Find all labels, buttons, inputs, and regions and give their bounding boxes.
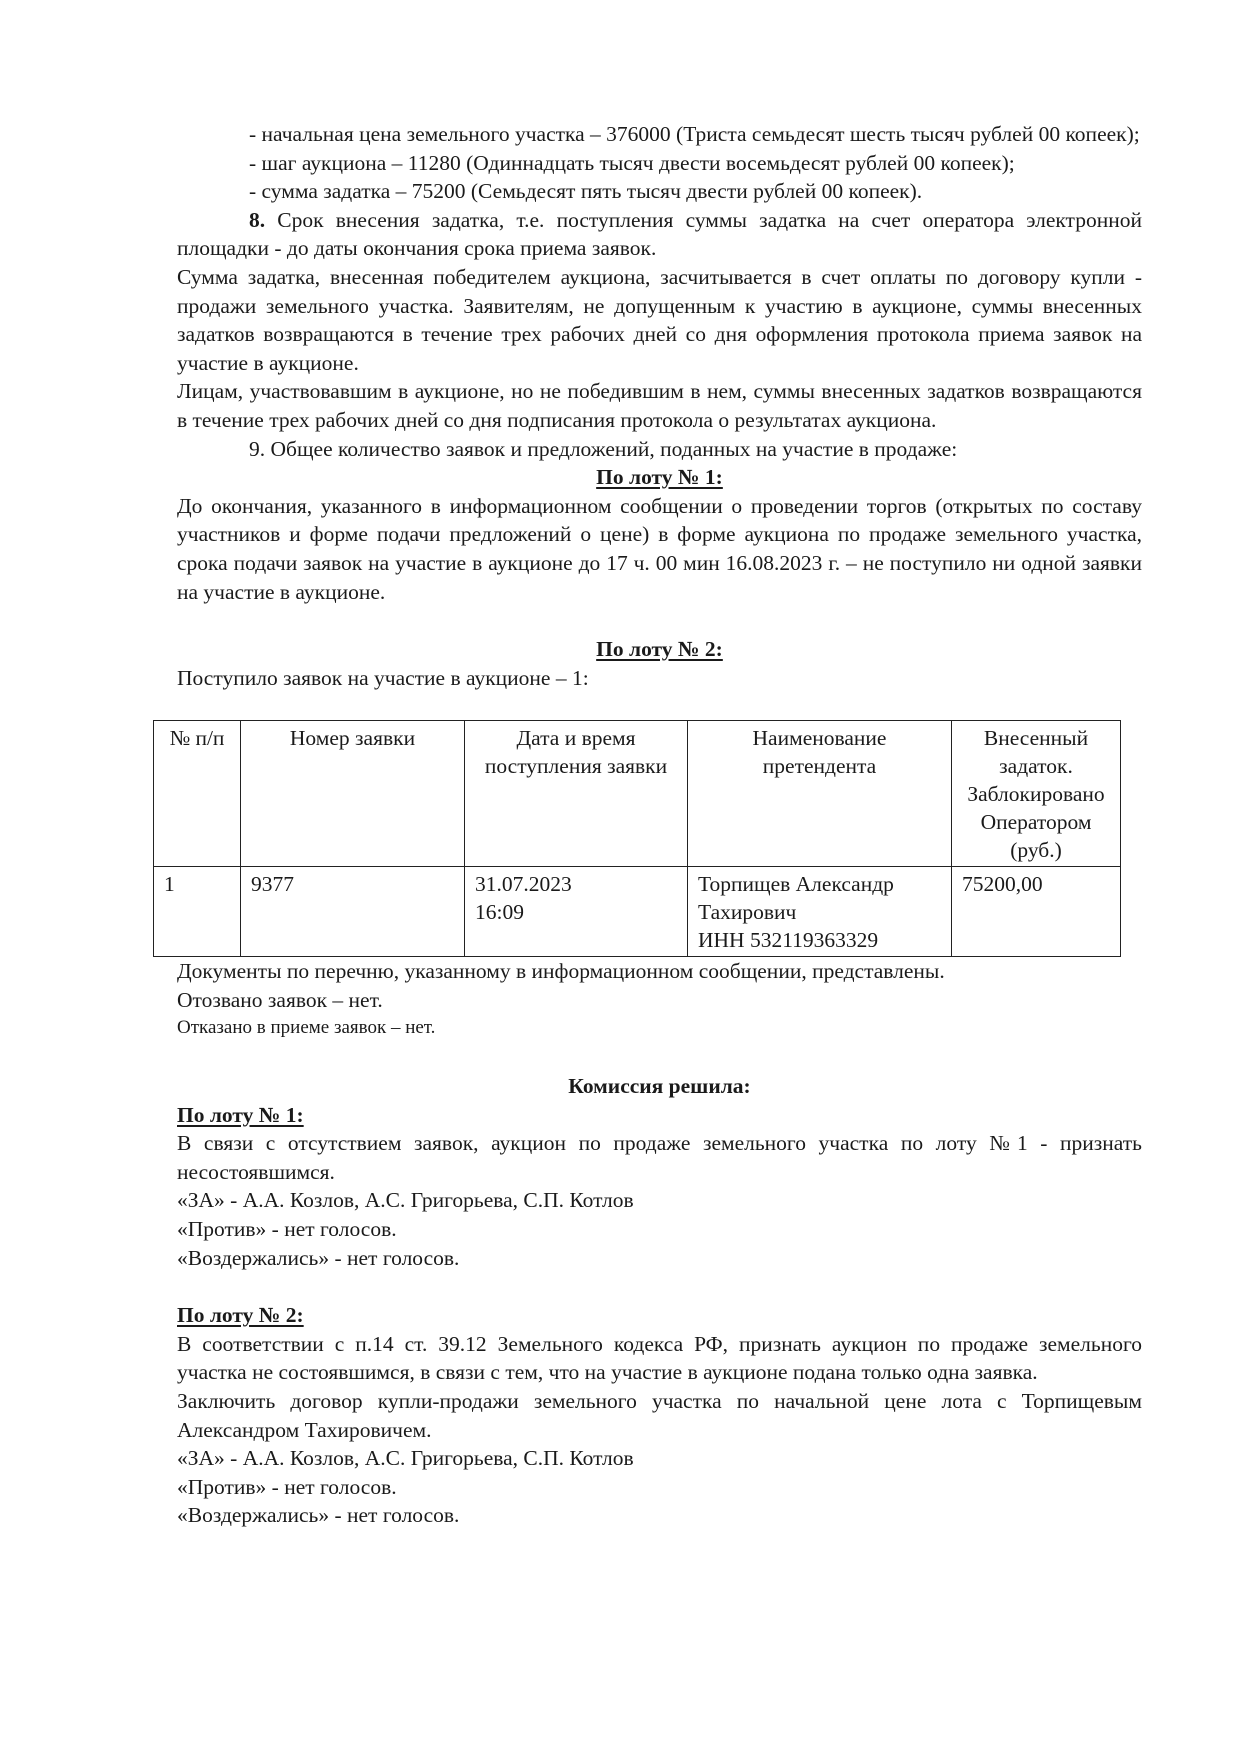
lot-2-heading: По лоту № 2: xyxy=(596,637,723,662)
deposit-rules-paragraph: Сумма задатка, внесенная победителем аукциона, засчитывается в счет оплаты по договору купли - продажи земельного участка. Заявителям, не допущенным к участию в аукционе, суммы внесенных задатков возвращаются в течение трех рабочих дней со дня оформления протокола приема заявок на участие в аукционе. xyxy=(177,264,1142,375)
header-number: № п/п xyxy=(154,721,241,867)
cell-application-number: 9377 xyxy=(241,867,465,957)
cell-number: 1 xyxy=(154,867,241,957)
starting-price-paragraph: - начальная цена земельного участка – 376000 (Триста семьдесят шесть тысяч рублей 00 копеек); xyxy=(249,122,1140,146)
cell-applicant xyxy=(688,867,952,957)
decision-lot-2-vote-against: «Против» - нет голосов. xyxy=(177,1474,397,1499)
decision-lot-1-vote-abstain: «Воздержались» - нет голосов. xyxy=(177,1245,460,1270)
applications-table xyxy=(153,720,1121,957)
header-application-number: Номер заявки xyxy=(241,721,465,867)
lot-1-text: До окончания, указанного в информационном сообщении о проведении торгов (открытых по составу участников и форме подачи предложений о цене) в форме аукциона по продаже земельного участка, срока подачи заявок на участие в аукционе до 17 ч. 00 мин 16.08.2023 г. – не поступило ни одной заявки на участие в аукционе. xyxy=(177,493,1142,604)
decision-lot-1-heading: По лоту № 1: xyxy=(177,1102,304,1127)
spacer xyxy=(177,1043,1142,1072)
decision-lot-2-vote-for: «ЗА» - А.А. Козлов, А.С. Григорьева, С.П. Котлов xyxy=(177,1446,634,1471)
cell-date: 31.07.2023 xyxy=(475,872,572,897)
cell-deposit: 75200,00 xyxy=(952,867,1121,957)
lot-1-heading: По лоту № 1: xyxy=(596,465,723,490)
decision-lot-1-vote-for: «ЗА» - А.А. Козлов, А.С. Григорьева, С.П. Котлов xyxy=(177,1188,634,1213)
decision-lot-2-text: В соответствии с п.14 ст. 39.12 Земельного кодекса РФ, признать аукцион по продаже земельного участка не состоявшимся, в связи с тем, что на участие в аукционе подана только одна заявка. xyxy=(177,1331,1142,1385)
header-date-time: Дата и время поступления заявки xyxy=(465,721,688,867)
refused-text: Отказано в приеме заявок – нет. xyxy=(177,1017,436,1039)
decision-lot-2-contract-text: Заключить договор купли-продажи земельного участка по начальной цене лота с Торпищевым Александром Тахировичем. xyxy=(177,1389,1142,1442)
item-8-text: Срок внесения задатка, т.е. поступления суммы задатка на счет оператора электронной площадки - до даты окончания срока приема заявок. xyxy=(177,207,1142,261)
lot-2-received-text: Поступило заявок на участие в аукционе – 1: xyxy=(177,665,589,690)
item-9-paragraph: 9. Общее количество заявок и предложений, поданных на участие в продаже: xyxy=(249,436,958,461)
item-8-number: 8. xyxy=(249,207,266,232)
decision-lot-1-text: В связи с отсутствием заявок, аукцион по продаже земельного участка по лоту №1 - признать несостоявшимся. xyxy=(177,1131,1142,1184)
cell-applicant-inn: ИНН 532119363329 xyxy=(698,928,879,953)
decision-lot-2-heading: По лоту № 2: xyxy=(177,1303,304,1328)
cell-applicant-name: Торпищев Александр Тахирович xyxy=(698,872,894,925)
spacer xyxy=(177,1272,1142,1301)
withdrawn-text: Отозвано заявок – нет. xyxy=(177,987,383,1012)
auction-step-paragraph: - шаг аукциона – 11280 (Одиннадцать тысяч двести восемьдесят рублей 00 копеек); xyxy=(249,150,1015,175)
table-header-row xyxy=(154,721,1121,867)
header-deposit: Внесенный задаток. Заблокировано Оператором (руб.) xyxy=(952,721,1121,867)
header-applicant-name: Наименование претендента xyxy=(688,721,952,867)
spacer xyxy=(177,606,1142,635)
decision-lot-1-vote-against: «Против» - нет голосов. xyxy=(177,1217,397,1242)
cell-date-time xyxy=(465,867,688,957)
decision-heading: Комиссия решила: xyxy=(568,1074,751,1099)
table-row xyxy=(154,867,1121,957)
deposit-amount-paragraph: - сумма задатка – 75200 (Семьдесят пять тысяч двести рублей 00 копеек). xyxy=(249,179,923,204)
decision-lot-2-vote-abstain: «Воздержались» - нет голосов. xyxy=(177,1503,460,1528)
item-8-paragraph xyxy=(177,206,1142,263)
documents-text: Документы по перечню, указанному в информационном сообщении, представлены. xyxy=(177,959,945,984)
deposit-return-paragraph: Лицам, участвовавшим в аукционе, но не победившим в нем, суммы внесенных задатков возвращаются в течение трех рабочих дней со дня подписания протокола о результатах аукциона. xyxy=(177,379,1142,432)
cell-time: 16:09 xyxy=(475,900,524,925)
